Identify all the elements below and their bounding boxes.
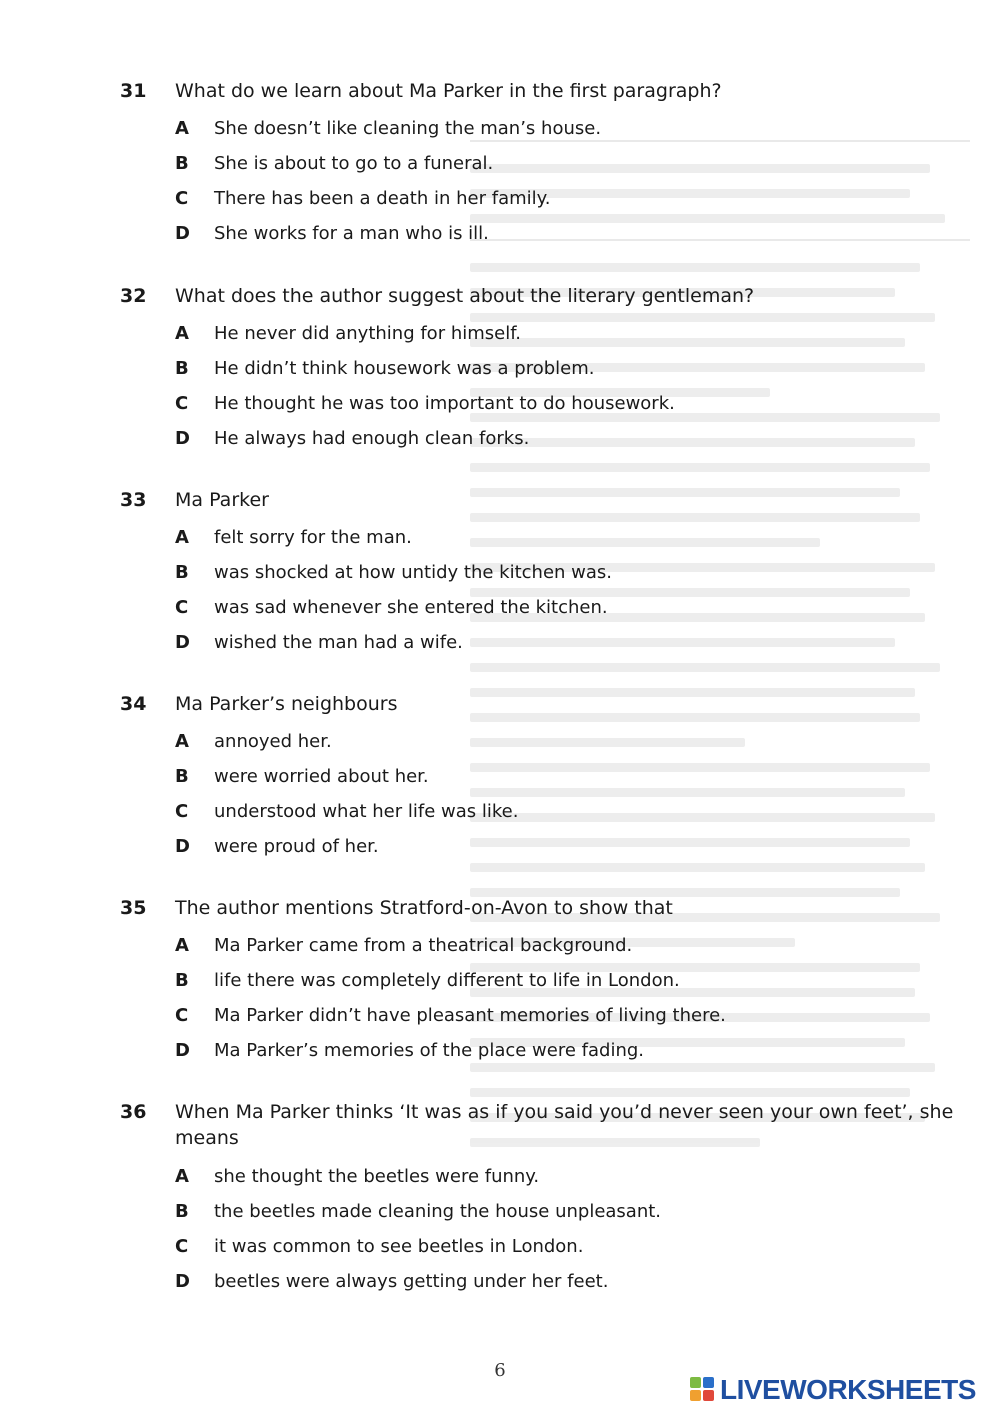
option-text: He didn’t think housework was a problem.	[214, 358, 595, 379]
option-text: were worried about her.	[214, 766, 429, 787]
option-letter: D	[175, 428, 190, 449]
question-number: 32	[120, 285, 147, 307]
option-c[interactable]	[0, 1003, 1000, 1029]
option-letter: A	[175, 323, 189, 344]
option-text: Ma Parker came from a theatrical background.	[214, 935, 633, 956]
question-number: 34	[120, 693, 147, 715]
option-c[interactable]	[0, 391, 1000, 417]
option-letter: B	[175, 562, 189, 583]
option-c[interactable]	[0, 186, 1000, 212]
option-a[interactable]	[0, 1164, 1000, 1190]
option-text: life there was completely different to life in London.	[214, 970, 680, 991]
option-letter: B	[175, 1201, 189, 1222]
option-c[interactable]	[0, 595, 1000, 621]
option-text: beetles were always getting under her feet.	[214, 1271, 609, 1292]
option-b[interactable]	[0, 151, 1000, 177]
option-letter: A	[175, 1166, 189, 1187]
option-letter: C	[175, 1236, 189, 1257]
question-number: 33	[120, 489, 147, 511]
option-letter: B	[175, 970, 189, 991]
question-number: 35	[120, 897, 147, 919]
option-letter: B	[175, 766, 189, 787]
option-letter: D	[175, 836, 190, 857]
option-a[interactable]	[0, 116, 1000, 142]
liveworksheets-icon	[690, 1377, 716, 1403]
option-letter: A	[175, 118, 189, 139]
liveworksheets-logo[interactable]	[690, 1374, 976, 1406]
option-text: felt sorry for the man.	[214, 527, 412, 548]
option-letter: C	[175, 801, 189, 822]
option-d[interactable]	[0, 1038, 1000, 1064]
option-letter: D	[175, 223, 190, 244]
option-text: annoyed her.	[214, 731, 332, 752]
option-a[interactable]	[0, 933, 1000, 959]
option-letter: D	[175, 1040, 190, 1061]
question-text: Ma Parker	[175, 489, 269, 511]
question-text: When Ma Parker thinks ‘It was as if you said you’d never seen your own feet’, she means	[175, 1101, 954, 1149]
option-text: There has been a death in her family.	[214, 188, 551, 209]
option-text: she thought the beetles were funny.	[214, 1166, 540, 1187]
option-a[interactable]	[0, 729, 1000, 755]
question-text: Ma Parker’s neighbours	[175, 693, 398, 715]
option-c[interactable]	[0, 1234, 1000, 1260]
option-text: She doesn’t like cleaning the man’s house.	[214, 118, 602, 139]
option-b[interactable]	[0, 356, 1000, 382]
option-text: Ma Parker’s memories of the place were fading.	[214, 1040, 644, 1061]
option-text: was shocked at how untidy the kitchen was.	[214, 562, 613, 583]
option-letter: B	[175, 153, 189, 174]
option-letter: D	[175, 1271, 190, 1292]
option-text: Ma Parker didn’t have pleasant memories of living there.	[214, 1005, 726, 1026]
option-text: the beetles made cleaning the house unpleasant.	[214, 1201, 662, 1222]
question-text: The author mentions Stratford-on-Avon to show that	[175, 897, 673, 919]
option-letter: C	[175, 393, 189, 414]
brand-name: LIVEWORKSHEETS	[720, 1374, 976, 1405]
option-letter: A	[175, 731, 189, 752]
option-letter: C	[175, 597, 189, 618]
option-d[interactable]	[0, 426, 1000, 452]
option-d[interactable]	[0, 630, 1000, 656]
option-a[interactable]	[0, 525, 1000, 551]
option-text: it was common to see beetles in London.	[214, 1236, 584, 1257]
option-text: wished the man had a wife.	[214, 632, 463, 653]
option-letter: C	[175, 1005, 189, 1026]
option-text: He always had enough clean forks.	[214, 428, 530, 449]
option-d[interactable]	[0, 834, 1000, 860]
option-text: were proud of her.	[214, 836, 379, 857]
option-b[interactable]	[0, 764, 1000, 790]
question-text: What do we learn about Ma Parker in the first paragraph?	[175, 80, 722, 102]
option-letter: B	[175, 358, 189, 379]
option-text: He never did anything for himself.	[214, 323, 521, 344]
option-text: He thought he was too important to do housework.	[214, 393, 675, 414]
option-text: was sad whenever she entered the kitchen.	[214, 597, 608, 618]
option-a[interactable]	[0, 321, 1000, 347]
option-d[interactable]	[0, 221, 1000, 247]
option-text: understood what her life was like.	[214, 801, 519, 822]
option-letter: A	[175, 527, 189, 548]
option-text: She is about to go to a funeral.	[214, 153, 494, 174]
option-b[interactable]	[0, 1199, 1000, 1225]
option-b[interactable]	[0, 968, 1000, 994]
option-d[interactable]	[0, 1269, 1000, 1295]
question-number: 31	[120, 80, 147, 102]
question-number: 36	[120, 1101, 147, 1123]
option-c[interactable]	[0, 799, 1000, 825]
option-letter: C	[175, 188, 189, 209]
option-text: She works for a man who is ill.	[214, 223, 489, 244]
option-letter: D	[175, 632, 190, 653]
option-b[interactable]	[0, 560, 1000, 586]
page-number: 6	[494, 1360, 506, 1381]
option-letter: A	[175, 935, 189, 956]
question-text: What does the author suggest about the literary gentleman?	[175, 285, 755, 307]
